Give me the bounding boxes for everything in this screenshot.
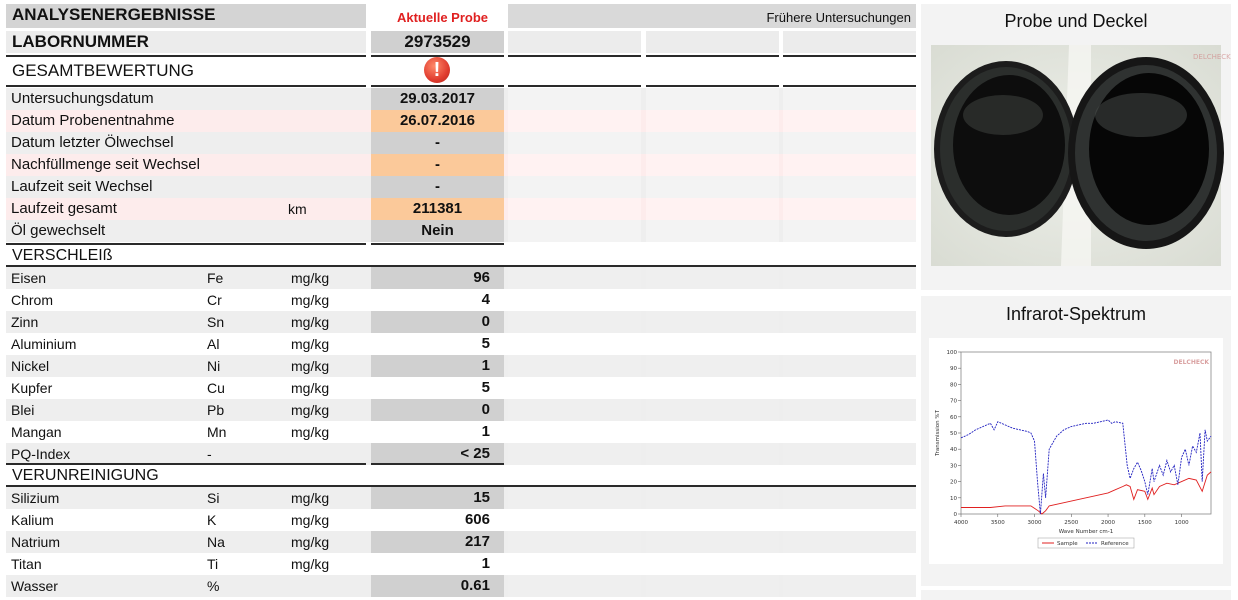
element-name: PQ-Index xyxy=(11,446,71,462)
labnumber-label: LABORNUMMER xyxy=(12,32,149,51)
element-symbol: Al xyxy=(207,336,220,352)
previous-value-cell xyxy=(646,443,779,465)
element-name: Chrom xyxy=(11,292,54,308)
element-unit: mg/kg xyxy=(291,402,330,418)
x-tick-label: 1500 xyxy=(1137,520,1152,526)
previous-value-cell xyxy=(646,553,779,575)
sample-info-label: Datum Probenentnahme xyxy=(11,112,175,129)
element-value: 1 xyxy=(481,357,490,374)
table-row xyxy=(6,421,916,443)
previous-value-cell xyxy=(508,311,641,333)
element-name: Titan xyxy=(11,556,42,572)
element-unit: mg/kg xyxy=(291,512,330,528)
sample-info-value: 26.07.2016 xyxy=(399,112,476,129)
sample-info-value: Nein xyxy=(421,222,454,239)
element-name: Aluminium xyxy=(11,336,77,352)
y-tick-label: 100 xyxy=(946,350,957,356)
sample-info-unit: km xyxy=(288,201,307,217)
previous-value-cell xyxy=(783,176,916,198)
element-symbol: Pb xyxy=(207,402,225,418)
element-value: 0.61 xyxy=(460,577,490,594)
previous-value-cell xyxy=(646,311,779,333)
y-axis-label: Transmission %T xyxy=(935,410,941,456)
previous-value-cell xyxy=(508,267,641,289)
element-symbol: Na xyxy=(207,534,225,550)
sample-info-label: Öl gewechselt xyxy=(11,222,106,239)
element-value: 4 xyxy=(481,291,490,308)
element-name: Kalium xyxy=(11,512,54,528)
previous-value-cell xyxy=(508,355,641,377)
previous-value-cell xyxy=(646,132,779,154)
previous-value-cell xyxy=(783,289,916,311)
y-tick-label: 50 xyxy=(950,431,957,437)
previous-value-cell xyxy=(783,267,916,289)
previous-value-cell xyxy=(508,289,641,311)
y-tick-label: 90 xyxy=(950,366,957,373)
element-value: 0 xyxy=(481,313,490,330)
previous-value-cell xyxy=(646,154,779,176)
element-symbol: Ti xyxy=(207,556,219,572)
previous-value-cell xyxy=(783,377,916,399)
previous-value-cell xyxy=(783,355,916,377)
ir-spectrum-svg xyxy=(929,338,1223,564)
y-tick-label: 20 xyxy=(950,479,957,486)
sample-info-row xyxy=(6,132,916,154)
previous-value-cell xyxy=(783,333,916,355)
chart-watermark: DELCHECK xyxy=(1173,359,1209,366)
table-row xyxy=(6,311,916,333)
table-row xyxy=(6,553,916,575)
x-tick-label: 1000 xyxy=(1174,520,1189,526)
element-unit: mg/kg xyxy=(291,556,330,572)
element-name: Blei xyxy=(11,402,35,418)
previous-value-cell xyxy=(646,176,779,198)
y-tick-label: 80 xyxy=(950,382,957,389)
element-name: Wasser xyxy=(11,578,58,594)
element-unit: mg/kg xyxy=(291,292,330,308)
element-symbol: K xyxy=(207,512,217,528)
sample-info-label: Datum letzter Ölwechsel xyxy=(11,134,174,151)
y-tick-label: 0 xyxy=(953,512,957,518)
previous-value-cell xyxy=(783,421,916,443)
element-name: Kupfer xyxy=(11,380,53,396)
element-symbol: % xyxy=(207,578,220,594)
element-name: Silizium xyxy=(11,490,60,506)
element-value: 5 xyxy=(481,379,490,396)
element-value: 606 xyxy=(464,511,490,528)
x-tick-label: 3500 xyxy=(990,520,1005,526)
table-row xyxy=(6,355,916,377)
previous-value-cell xyxy=(508,154,641,176)
labnumber-value: 2973529 xyxy=(404,32,471,51)
previous-value-cell xyxy=(783,220,916,242)
previous-value-cell xyxy=(783,311,916,333)
current-sample-label: Aktuelle Probe xyxy=(396,10,489,25)
element-symbol: Si xyxy=(207,490,220,506)
table-row xyxy=(6,443,916,465)
header-row xyxy=(6,4,916,28)
sample-info-value: - xyxy=(435,178,440,195)
y-tick-label: 70 xyxy=(950,398,957,405)
sample-info-row xyxy=(6,88,916,110)
element-name: Natrium xyxy=(11,534,61,550)
element-value: 15 xyxy=(473,489,490,506)
overall-label: GESAMTBEWERTUNG xyxy=(12,61,194,80)
previous-value-cell xyxy=(783,198,916,220)
previous-value-cell xyxy=(508,509,641,531)
previous-value-cell xyxy=(646,333,779,355)
plot-area xyxy=(961,352,1211,514)
table-row xyxy=(6,531,916,553)
element-unit: mg/kg xyxy=(291,490,330,506)
previous-value-cell xyxy=(508,198,641,220)
previous-value-cell xyxy=(508,553,641,575)
wear-section-header xyxy=(6,243,916,267)
element-value: 1 xyxy=(481,555,490,572)
previous-value-cell xyxy=(783,110,916,132)
sample-photo xyxy=(931,45,1231,266)
element-symbol: Mn xyxy=(207,424,227,440)
previous-value-cell xyxy=(783,487,916,509)
previous-value-cell xyxy=(646,355,779,377)
previous-value-cell xyxy=(646,575,779,597)
previous-value-cell xyxy=(646,509,779,531)
element-value: 0 xyxy=(481,401,490,418)
x-tick-label: 2500 xyxy=(1064,520,1079,526)
y-tick-label: 60 xyxy=(950,414,957,421)
legend-sample-label: Sample xyxy=(1057,541,1078,547)
element-unit: mg/kg xyxy=(291,358,330,374)
previous-value-cell xyxy=(783,509,916,531)
overall-row xyxy=(6,55,916,87)
previous-value-cell xyxy=(646,487,779,509)
y-tick-label: 40 xyxy=(950,447,957,454)
previous-value-cell xyxy=(508,377,641,399)
previous-tests-label: Frühere Untersuchungen xyxy=(766,10,911,25)
labnumber-row xyxy=(6,31,916,53)
legend-reference-label: Reference xyxy=(1101,541,1129,547)
wear-title: VERSCHLEIß xyxy=(12,247,113,264)
previous-value-cell xyxy=(783,531,916,553)
sample-info-value: 29.03.2017 xyxy=(399,90,476,107)
table-row xyxy=(6,487,916,509)
element-value: 217 xyxy=(464,533,490,550)
previous-value-cell xyxy=(508,531,641,553)
previous-value-cell xyxy=(508,132,641,154)
previous-value-cell xyxy=(783,154,916,176)
element-value: < 25 xyxy=(460,445,490,462)
sample-info-value: 211381 xyxy=(412,200,463,217)
element-unit: mg/kg xyxy=(291,270,330,286)
previous-value-cell xyxy=(508,443,641,465)
previous-value-cell xyxy=(508,88,641,110)
previous-value-cell xyxy=(508,421,641,443)
table-row xyxy=(6,377,916,399)
ir-spectrum-title: Infrarot-Spektrum xyxy=(1005,304,1147,324)
table-row xyxy=(6,333,916,355)
previous-value-cell xyxy=(646,377,779,399)
previous-value-cell xyxy=(508,220,641,242)
ir-spectrum-chart xyxy=(929,338,1223,564)
previous-value-cell xyxy=(783,553,916,575)
sample-info-row xyxy=(6,198,916,220)
previous-value-cell xyxy=(508,487,641,509)
table-row xyxy=(6,575,916,597)
element-unit: mg/kg xyxy=(291,380,330,396)
table-row xyxy=(6,267,916,289)
previous-value-cell xyxy=(508,333,641,355)
previous-value-cell xyxy=(783,443,916,465)
previous-value-cell xyxy=(508,575,641,597)
element-symbol: Cr xyxy=(207,292,222,308)
element-symbol: - xyxy=(207,446,212,462)
previous-value-cell xyxy=(783,575,916,597)
sample-photo-panel xyxy=(921,4,1231,290)
sample-info-row xyxy=(6,220,916,242)
element-value: 1 xyxy=(481,423,490,440)
x-axis-label: Wave Number cm-1 xyxy=(1058,529,1114,535)
element-unit: mg/kg xyxy=(291,336,330,352)
table-row xyxy=(6,399,916,421)
previous-value-cell xyxy=(508,110,641,132)
previous-value-cell xyxy=(646,421,779,443)
previous-value-cell xyxy=(783,132,916,154)
sample-info-label: Laufzeit seit Wechsel xyxy=(11,178,153,195)
contamination-title: VERUNREINIGUNG xyxy=(12,467,159,484)
element-unit: mg/kg xyxy=(291,424,330,440)
previous-value-cell xyxy=(646,110,779,132)
element-symbol: Sn xyxy=(207,314,225,330)
element-name: Nickel xyxy=(11,358,50,374)
y-tick-label: 30 xyxy=(950,463,957,470)
previous-value-cell xyxy=(646,220,779,242)
sample-photo-title: Probe und Deckel xyxy=(1004,11,1148,31)
element-value: 96 xyxy=(473,269,490,286)
element-name: Zinn xyxy=(11,314,39,330)
sample-info-row xyxy=(6,110,916,132)
report-title: ANALYSENERGEBNISSE xyxy=(12,5,216,24)
panel-fragment xyxy=(921,590,1231,600)
sample-info-value: - xyxy=(435,156,440,173)
element-symbol: Cu xyxy=(207,380,225,396)
element-symbol: Fe xyxy=(207,270,224,286)
table-row xyxy=(6,509,916,531)
table-row xyxy=(6,289,916,311)
sample-info-row xyxy=(6,176,916,198)
x-tick-label: 3000 xyxy=(1027,520,1042,526)
previous-value-cell xyxy=(646,88,779,110)
exclamation-circle-icon: ! xyxy=(424,57,450,83)
contamination-section-header xyxy=(6,463,916,487)
element-name: Eisen xyxy=(11,270,47,286)
x-tick-label: 4000 xyxy=(954,520,968,526)
previous-value-cell xyxy=(646,267,779,289)
sample-info-row xyxy=(6,154,916,176)
previous-value-cell xyxy=(508,176,641,198)
previous-value-cell xyxy=(646,198,779,220)
previous-value-cell xyxy=(508,399,641,421)
previous-value-cell xyxy=(646,399,779,421)
sample-info-label: Untersuchungsdatum xyxy=(11,90,154,107)
element-unit: mg/kg xyxy=(291,314,330,330)
element-unit: mg/kg xyxy=(291,534,330,550)
previous-value-cell xyxy=(783,399,916,421)
previous-value-cell xyxy=(646,531,779,553)
ir-spectrum-panel xyxy=(921,296,1231,586)
previous-value-cell xyxy=(646,289,779,311)
sample-info-label: Nachfüllmenge seit Wechsel xyxy=(11,156,200,173)
y-tick-label: 10 xyxy=(950,495,957,502)
sample-info-value: - xyxy=(435,134,440,151)
x-tick-label: 2000 xyxy=(1101,520,1116,526)
previous-value-cell xyxy=(783,88,916,110)
photo-watermark: DELCHECK xyxy=(1193,53,1231,61)
element-value: 5 xyxy=(481,335,490,352)
element-symbol: Ni xyxy=(207,358,221,374)
element-name: Mangan xyxy=(11,424,62,440)
sample-info-label: Laufzeit gesamt xyxy=(11,200,117,217)
